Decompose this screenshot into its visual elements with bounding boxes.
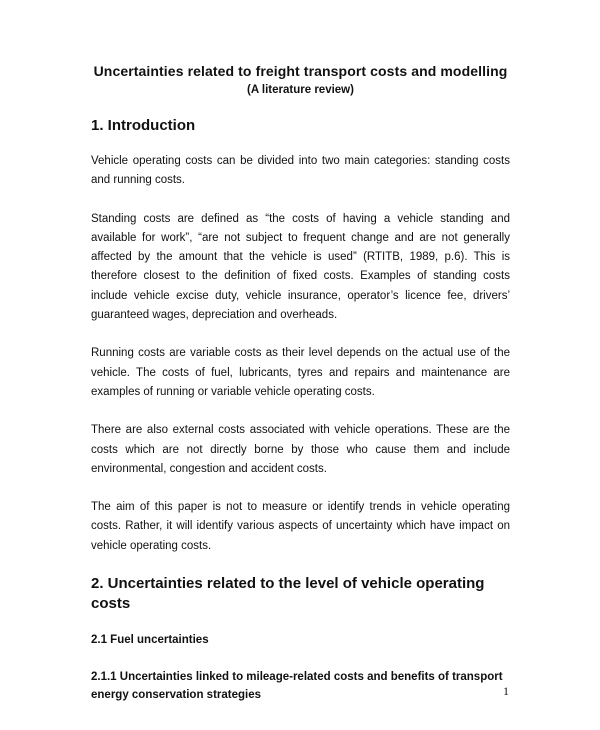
document-title: Uncertainties related to freight transport costs and modelling bbox=[93, 63, 508, 79]
page-number: 1 bbox=[503, 684, 509, 698]
subsection-2-1-heading: 2.1 Fuel uncertainties bbox=[91, 634, 209, 647]
section-1-heading: 1. Introduction bbox=[91, 117, 196, 134]
paragraph-standing-costs: Standing costs are defined as “the costs of having a vehicle standing and available for work”, “are not subject to frequent change and are not generally affected by the amount that the vehicle is used” (RTITB, 1989, p.6). This is therefore closest to the definition of fixed costs. Examples of standing costs include vehicle excise duty, vehicle insurance, operator’s licence fee, drivers’ guaranteed wages, depreciation and overheads. bbox=[91, 212, 510, 322]
document-subtitle: (A literature review) bbox=[247, 84, 354, 96]
paragraph-categories: Vehicle operating costs can be divided into two main categories: standing costs and running costs. bbox=[91, 155, 510, 187]
subsection-2-1-1-heading: 2.1.1 Uncertainties linked to mileage-related costs and benefits of transport energy conservation strategies bbox=[91, 671, 503, 702]
page-content bbox=[91, 62, 510, 704]
paragraph-aim: The aim of this paper is not to measure or identify trends in vehicle operating costs. Rather, it will identify various aspects of uncertainty which have impact on vehicle operating costs. bbox=[91, 501, 510, 552]
paragraph-running-costs: Running costs are variable costs as their level depends on the actual use of the vehicle. The costs of fuel, lubricants, tyres and repairs and maintenance are examples of running or variable vehicle operating costs. bbox=[91, 347, 510, 398]
paragraph-external-costs: There are also external costs associated with vehicle operations. These are the costs which are not directly borne by those who cause them and include environmental, congestion and accident costs. bbox=[91, 424, 510, 475]
section-2-heading: 2. Uncertainties related to the level of vehicle operating costs bbox=[91, 575, 485, 613]
